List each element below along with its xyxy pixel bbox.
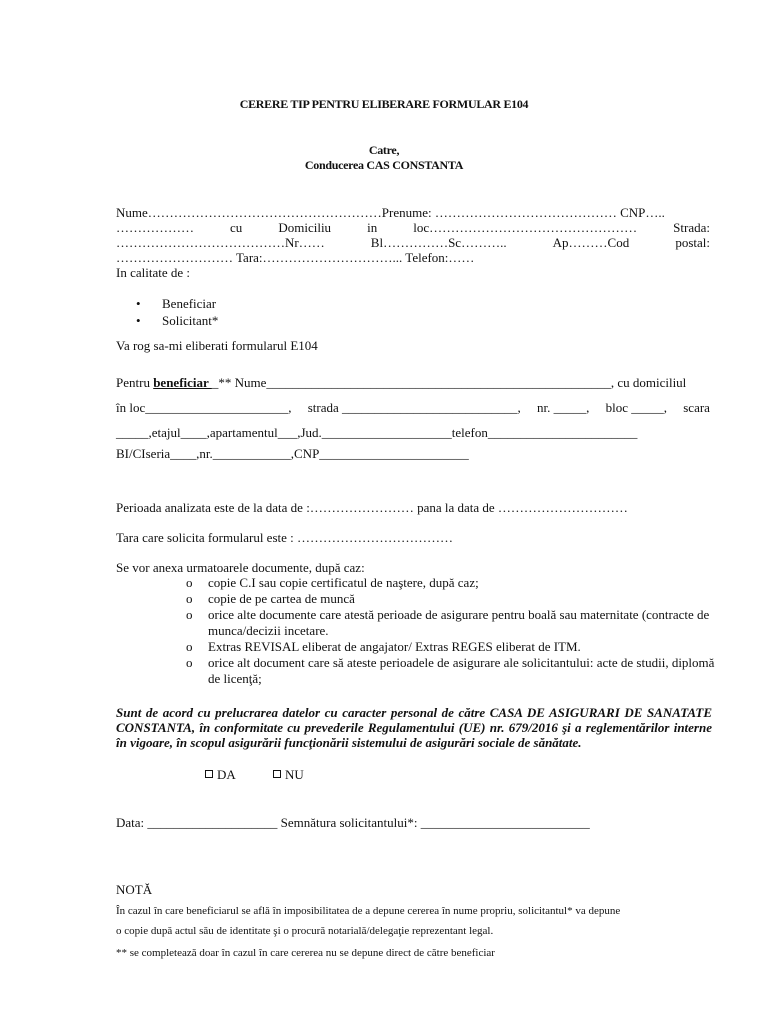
form-line-part: Bl……………Sc……….. [370,235,507,250]
beneficiar-label: beneficiar [153,375,212,390]
field-part: scara [683,400,710,415]
in-calitate-label: In calitate de : [116,265,190,280]
form-line-name: Nume………………………………………………Prenume: …………………………………… CNP….. [116,205,665,220]
form-line-domiciliu [116,220,710,236]
checkbox-da[interactable] [205,770,213,778]
checkbox-nu[interactable] [273,770,281,778]
form-line-tara: ……………………… Tara:…………………………... Telefon:…… [116,250,475,265]
list-item: o copie C.I sau copie certificatul de naştere, după caz; [186,575,479,590]
role-beneficiar: • Beneficiar [136,295,218,312]
form-line-part: ……………… [116,220,194,235]
gdpr-consent-text: Sunt de acord cu prelucrarea datelor cu caracter personal de către CASA DE ASIGURARI DE SANATATE CONSTANTA, în conformitate cu prevederile Regulamentului (UE) nr. 679/2016 şi a reglementărilor interne în vigoare, în scopul asigurării funcţionării sistemului de asigurări sociale de sănătate. [116,705,712,750]
bi-line: BI/CIseria____,nr.____________,CNP_______________________ [116,446,469,461]
document-list [186,575,716,687]
field-part: bloc _____, [605,400,668,415]
perioada-line: Perioada analizata este de la data de :…………………… pana la data de ………………………… [116,500,628,515]
addressee-line2: Conducerea CAS CONSTANTA [304,158,464,172]
signature-line: Data: ____________________ Semnătura solicitantului*: __________________________ [116,815,590,830]
form-line-part: Strada: [673,220,710,235]
anexa-intro: Se vor anexa urmatoarele documente, după caz: [116,560,365,575]
list-marker: o [186,639,193,654]
list-item: o Extras REVISAL eliberat de angajator/ Extras REGES eliberat de ITM. [186,639,581,654]
form-line-part: …………………………………Nr…… [116,235,325,250]
field-part: nr. _____, [537,400,590,415]
field-part: în loc______________________, [116,400,292,415]
list-item: o orice alte documente care atestă perioade de asigurare pentru boală sau maternitate (contracte de munca/decizii incetare. [186,607,710,638]
option-nu[interactable]: NU [273,767,304,783]
form-line-part: postal: [675,235,710,250]
form-line-address [116,235,710,251]
loc-line [116,400,710,416]
document-title: CERERE TIP PENTRU ELIBERARE FORMULAR E104 [239,97,529,111]
form-line-part: cu [230,220,243,235]
list-marker: o [186,575,193,590]
option-da[interactable]: DA [205,767,236,783]
note-line3: ** se completează doar în cazul în care cererea nu se depune direct de către beneficiar [116,947,495,959]
list-marker: o [186,607,193,622]
list-marker: o [186,655,193,670]
form-line-part: Ap………Cod [552,235,630,250]
role-list [136,295,218,329]
tara-line: Tara care solicita formularul este : ……………………………… [116,530,454,545]
note-line1: În cazul în care beneficiarul se află în imposibilitatea de a depune cererea în nume propriu, solicitantul* va depune [116,905,621,917]
addressee-line1: Catre, [368,143,400,157]
list-item: o orice alt document care să ateste perioadele de asigurare ale solicitantului: acte de studii, diplomă de licenţă; [186,655,715,686]
etaj-line: _____,etajul____,apartamentul___,Jud.____________________telefon_______________________ [116,425,638,440]
note-line2: o copie după actul său de identitate şi o procură notarială/delegaţie reprezentant legal. [116,925,494,937]
note-heading: NOTĂ [116,882,153,897]
form-line-part: in [367,220,378,235]
beneficiar-name-line: Pentru beneficiar _** Nume_____________________________________________________, cu domiciliul [116,375,687,390]
list-marker: o [186,591,193,606]
form-line-part: Domiciliu [278,220,332,235]
list-item: o copie de pe cartea de muncă [186,591,355,606]
request-text: Va rog sa-mi eliberati formularul E104 [116,338,318,353]
form-line-part: loc………………………………………… [413,220,638,235]
role-solicitant: • Solicitant* [136,312,218,329]
field-part: strada ___________________________, [307,400,521,415]
